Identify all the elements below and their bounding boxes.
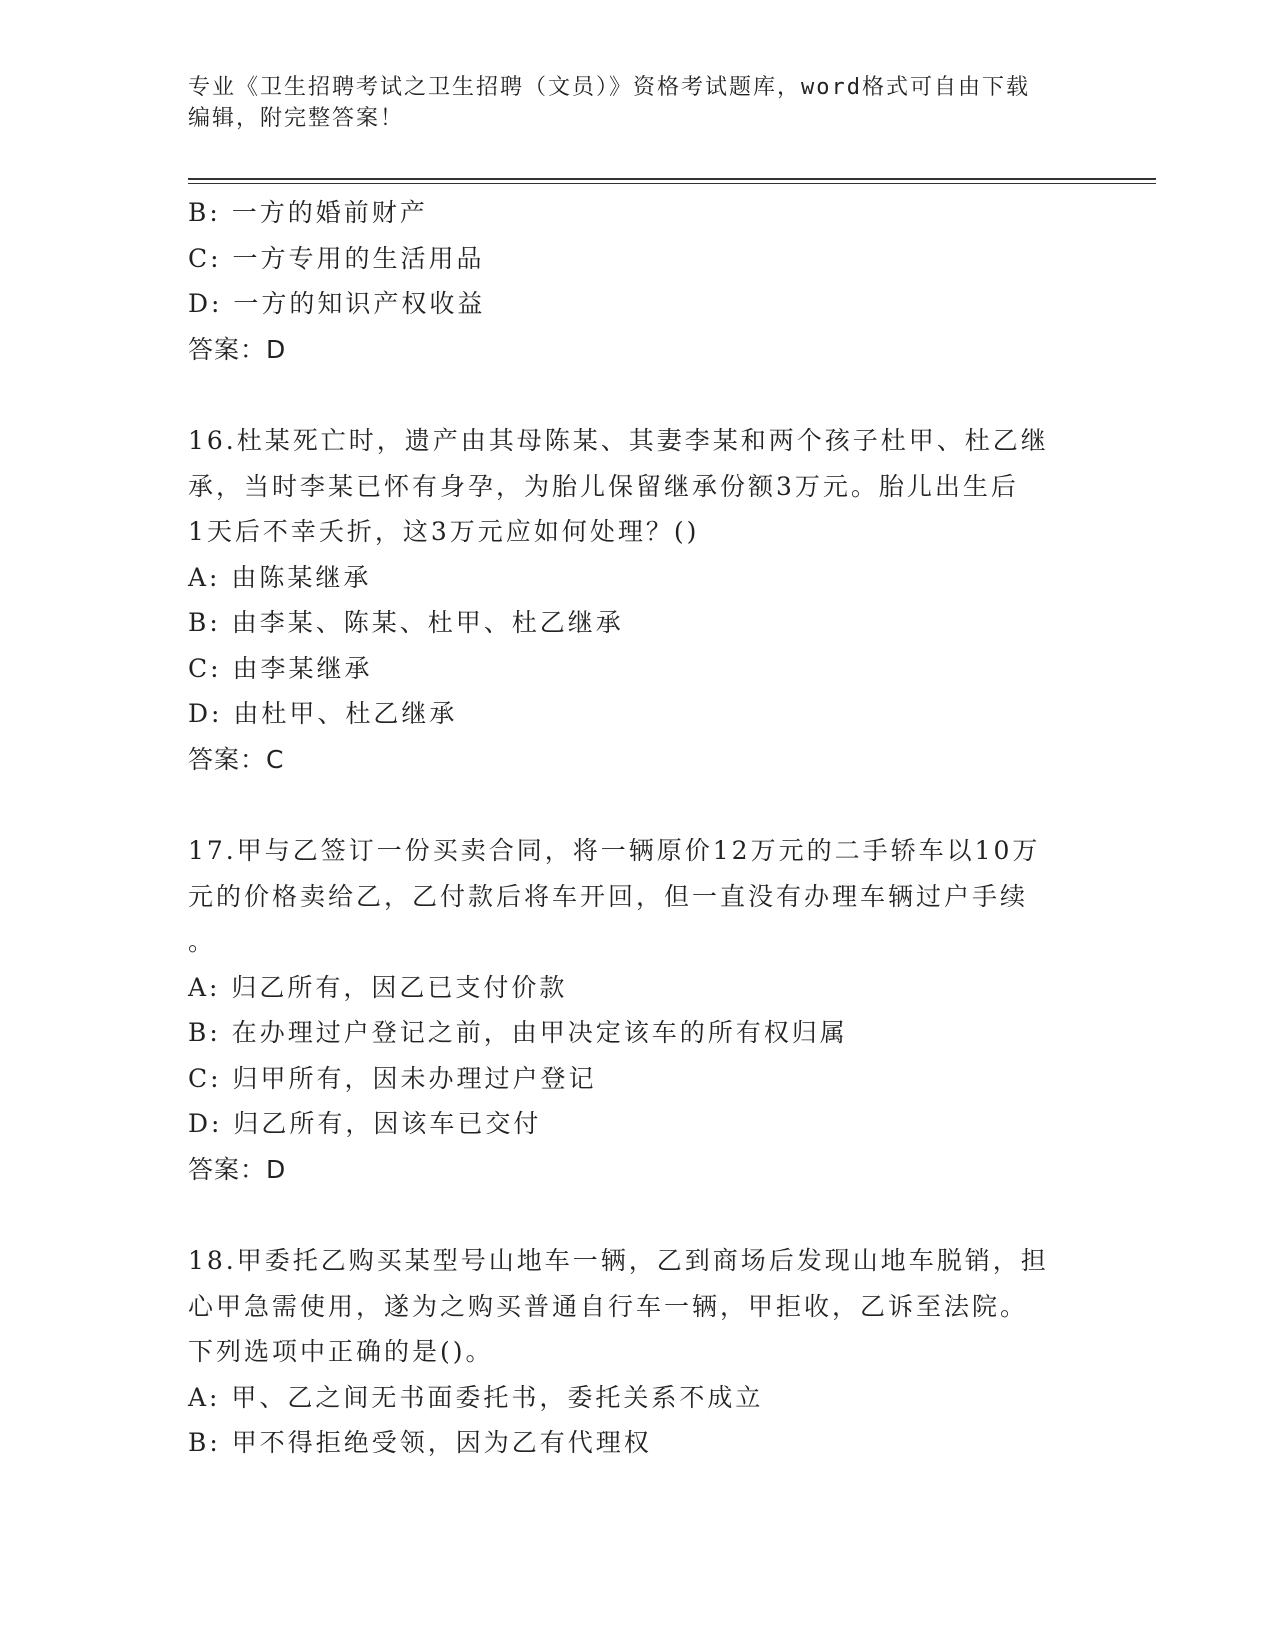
question-stem: 17.甲与乙签订一份买卖合同，将一辆原价12万元的二手轿车以10万 bbox=[188, 836, 1041, 865]
answer: 答案：D bbox=[188, 1154, 287, 1184]
question-stem: 。 bbox=[188, 927, 217, 956]
option-b: B: 一方的婚前财产 bbox=[188, 198, 428, 227]
option-c: C: 一方专用的生活用品 bbox=[188, 243, 485, 273]
question-stem: 承，当时李某已怀有身孕，为胎儿保留继承份额3万元。胎儿出生后 bbox=[188, 471, 1019, 501]
question-18 bbox=[188, 1238, 1088, 1466]
option-c: C: 由李某继承 bbox=[188, 653, 373, 683]
spacer bbox=[188, 1192, 1088, 1238]
option-d: D: 一方的知识产权收益 bbox=[188, 289, 486, 318]
option-b: B: 甲不得拒绝受领，因为乙有代理权 bbox=[188, 1428, 652, 1457]
question-stem: 元的价格卖给乙，乙付款后将车开回，但一直没有办理车辆过户手续 bbox=[188, 881, 1029, 911]
question-16 bbox=[188, 418, 1088, 782]
answer: 答案：C bbox=[188, 744, 285, 774]
option-a: A: 甲、乙之间无书面委托书，委托关系不成立 bbox=[188, 1382, 764, 1412]
header-line-1: 专业《卫生招聘考试之卫生招聘（文员）》资格考试题库，word格式可自由下载 bbox=[188, 75, 1030, 100]
option-b: B: 由李某、陈某、杜甲、杜乙继承 bbox=[188, 608, 624, 637]
question-17 bbox=[188, 828, 1088, 1192]
spacer bbox=[188, 782, 1088, 828]
header-divider-thin bbox=[188, 183, 1156, 184]
answer: 答案：D bbox=[188, 334, 287, 364]
question-stem: 18.甲委托乙购买某型号山地车一辆，乙到商场后发现山地车脱销，担 bbox=[188, 1246, 1049, 1275]
question-stem: 下列选项中正确的是()。 bbox=[188, 1337, 494, 1366]
option-a: A: 由陈某继承 bbox=[188, 562, 372, 592]
question-15-tail bbox=[188, 190, 1088, 372]
option-c: C: 归甲所有，因未办理过户登记 bbox=[188, 1063, 597, 1093]
question-stem: 心甲急需使用，遂为之购买普通自行车一辆，甲拒收，乙诉至法院。 bbox=[188, 1291, 1029, 1321]
question-stem: 16.杜某死亡时，遗产由其母陈某、其妻李某和两个孩子杜甲、杜乙继 bbox=[188, 426, 1049, 455]
option-b: B: 在办理过户登记之前，由甲决定该车的所有权归属 bbox=[188, 1018, 848, 1047]
question-stem: 1天后不幸夭折，这3万元应如何处理？() bbox=[188, 517, 700, 546]
option-d: D: 由杜甲、杜乙继承 bbox=[188, 699, 458, 728]
header-line-2: 编辑，附完整答案！ bbox=[188, 106, 405, 131]
spacer bbox=[188, 372, 1088, 418]
header-divider-thick bbox=[188, 178, 1156, 180]
option-a: A: 归乙所有，因乙已支付价款 bbox=[188, 972, 568, 1002]
document-header bbox=[188, 72, 1068, 134]
document-body bbox=[188, 190, 1088, 1466]
option-d: D: 归乙所有，因该车已交付 bbox=[188, 1109, 542, 1138]
